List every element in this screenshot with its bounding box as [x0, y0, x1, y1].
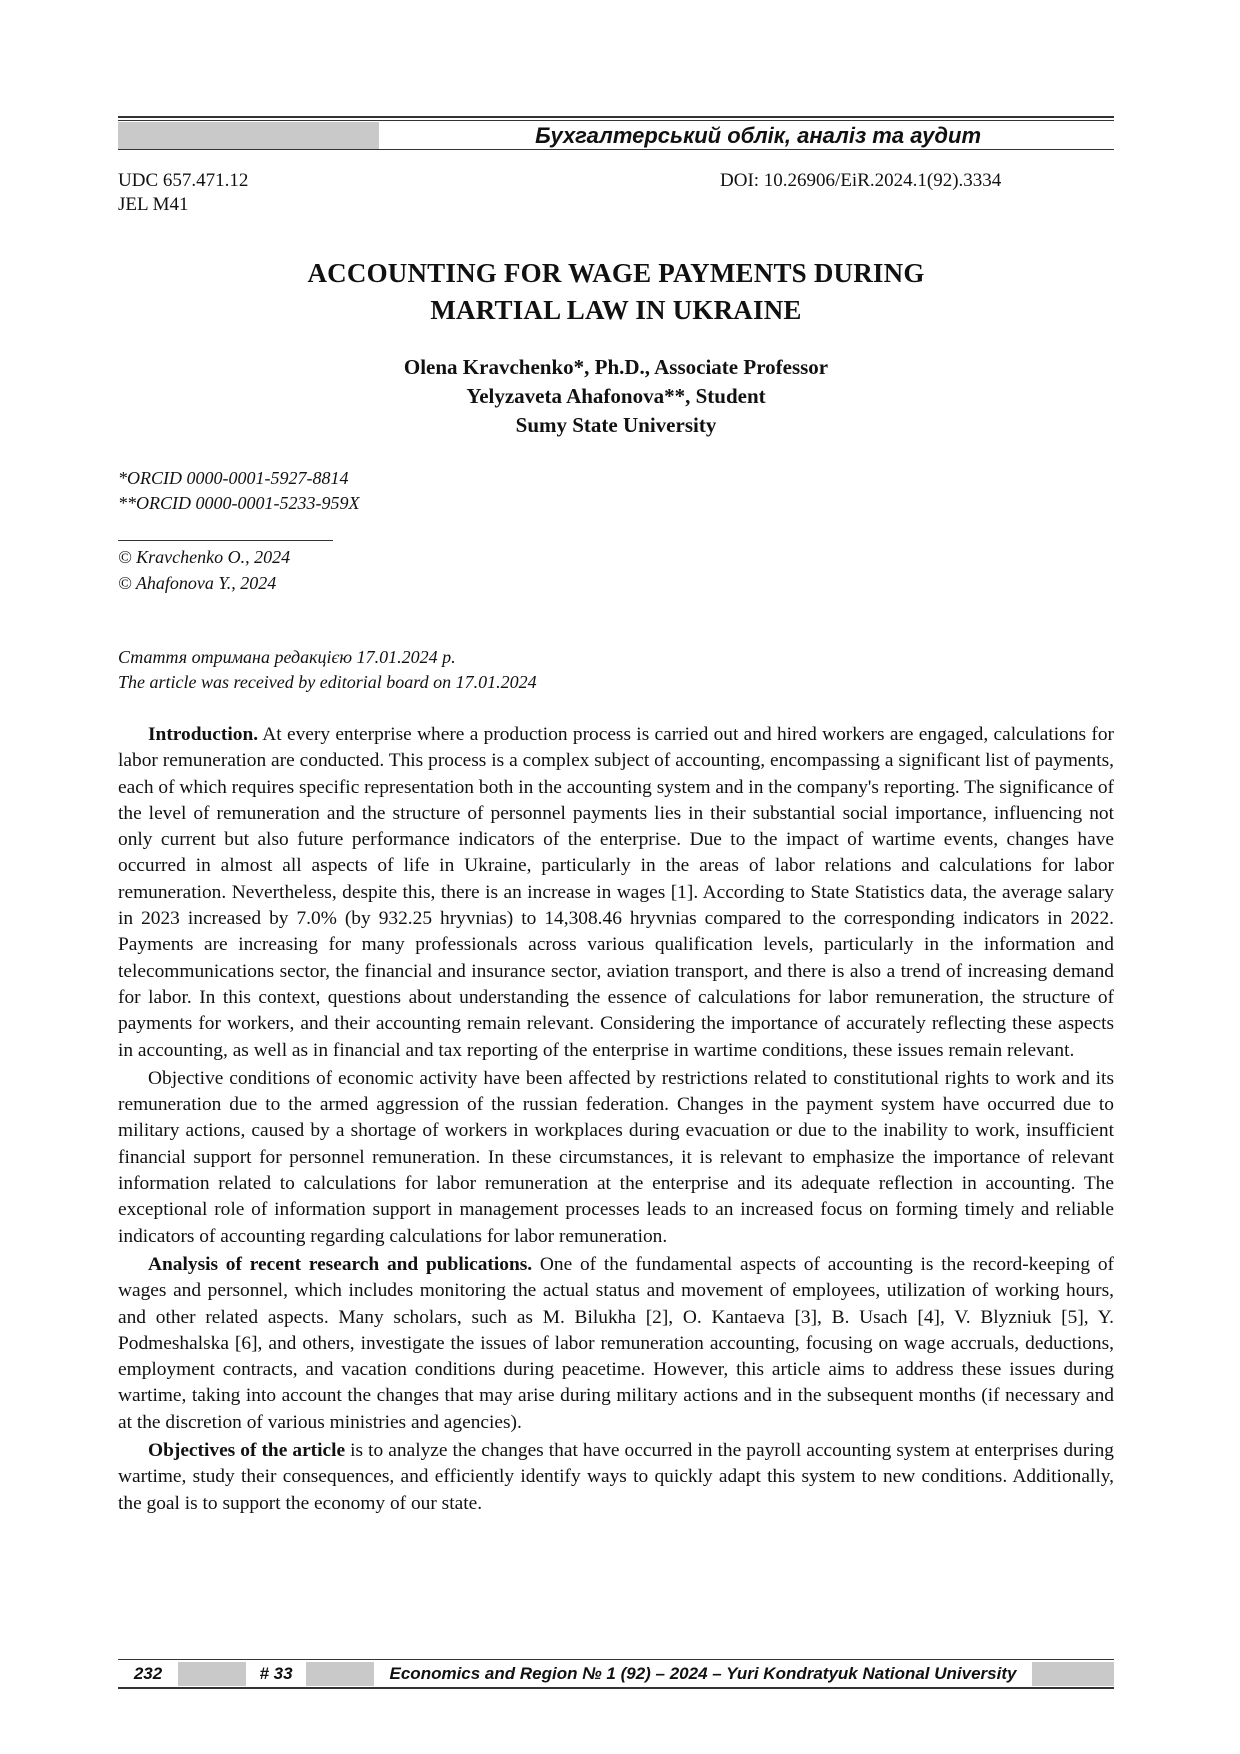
journal-name: Economics and Region № 1 (92) – 2024 – Yuri Kondratyuk National University: [389, 1664, 1017, 1683]
header-gray-block: [118, 122, 379, 149]
paragraph-text: At every enterprise where a production process is carried out and hired workers are engaged, calculations for labor remuneration are conducted. This process is a complex subject of accounting, encompassing a significant list of payments, each of which requires specific representation both in the accounting system and in the company's reporting. The significance of the level of remuneration and the structure of personnel payments lies in their substantial social importance, influencing not only current but also future performance indicators of the enterprise. Due to the impact of wartime events, changes have occurred in almost all aspects of life in Ukraine, particularly in the areas of labor relations and calculations for labor remuneration. Nevertheless, despite this, there is an increase in wages [1]. According to State Statistics data, the average salary in 2023 increased by 7.0% (by 932.25 hryvnias) to 14,308.46 hryvnias compared to the corresponding indicators in 2022. Payments are increasing for many professionals across various qualification levels, particularly in the information and telecommunications sector, the financial and insurance sector, aviation transport, and there is also a trend of increasing demand for labor. In this context, questions about understanding the essence of calculations for labor remuneration, the structure of payments for workers, and their accounting remain relevant. Considering the importance of accurately reflecting these aspects in accounting, as well as in financial and tax reporting of the enterprise in wartime conditions, these issues remain relevant.: [118, 724, 1114, 1061]
paragraph-introduction: [118, 722, 1114, 1064]
author-2: Yelyzaveta Ahafonova**, Student: [466, 384, 766, 408]
udc-code: UDC 657.471.12: [118, 170, 249, 191]
orcid-1[interactable]: *ORCID 0000-0001-5927-8814: [118, 468, 349, 488]
author-1: Olena Kravchenko*, Ph.D., Associate Professor: [403, 355, 829, 379]
footer-gray-block: [306, 1662, 374, 1686]
article-body: [118, 722, 1114, 1519]
paragraph-text: Objective conditions of economic activity have been affected by restrictions related to constitutional rights to work and its remuneration due to the armed aggression of the russian federation. Changes in the payment system have occurred due to military actions, caused by a shortage of workers in workplaces during evacuation or due to the inability to work, insufficient financial support for personnel remuneration. In these circumstances, it is relevant to emphasize the importance of relevant information related to calculations for labor remuneration at the enterprise and its adequate reflection in accounting. The exceptional role of information support in management processes leads to an increased focus on forming timely and reliable indicators of accounting regarding calculations for labor remuneration.: [118, 1067, 1114, 1247]
running-header: [118, 122, 1114, 149]
paragraph-analysis: [118, 1252, 1114, 1436]
page-number: 232: [133, 1664, 163, 1683]
copyright-1: © Kravchenko O., 2024: [118, 547, 291, 567]
header-bottom-rule: [118, 149, 1114, 150]
paragraph-text: is to analyze the changes that have occurred in the payroll accounting system at enterprises during wartime, study their consequences, and efficiently identify ways to quickly adapt this system to new conditions. Additionally, the goal is to support the economy of our state.: [118, 1440, 1114, 1514]
footer-gray-block: [178, 1662, 246, 1686]
article-title: [118, 255, 1114, 329]
paragraph-objectives: [118, 1438, 1114, 1517]
footer-bottom-rule: [118, 1687, 1114, 1689]
author-block: [118, 353, 1114, 440]
section-heading-objectives: Objectives of the article: [148, 1440, 346, 1462]
affiliation: Sumy State University: [515, 413, 717, 437]
received-date-en: The article was received by editorial board on 17.01.2024: [118, 672, 537, 692]
title-line-1: ACCOUNTING FOR WAGE PAYMENTS DURING: [307, 258, 925, 288]
issue-number: # 33: [259, 1664, 293, 1683]
orcid-2[interactable]: **ORCID 0000-0001-5233-959X: [118, 493, 360, 513]
title-line-2: MARTIAL LAW IN UKRAINE: [430, 295, 802, 325]
footer-gray-block: [1032, 1662, 1114, 1686]
journal-section-title: Бухгалтерський облік, аналіз та аудит: [535, 123, 981, 148]
running-footer: [118, 1662, 1114, 1686]
paragraph-text: One of the fundamental aspects of accounting is the record-keeping of wages and personnel, which includes monitoring the actual status and movement of employees, utilization of working hours, and other related aspects. Many scholars, such as M. Bilukha [2], O. Kantaeva [3], B. Usach [4], V. Blyzniuk [5], Y. Podmeshalska [6], and others, investigate the issues of labor remuneration accounting, focusing on wage accruals, deductions, employment contracts, and vacation conditions during peacetime. However, this article aims to address these issues during wartime, taking into account the changes that may arise during military actions and in the subsequent months (if necessary and at the discretion of various ministries and agencies).: [118, 1253, 1114, 1433]
section-heading-analysis: Analysis of recent research and publications.: [148, 1253, 533, 1275]
footnote-divider: [118, 540, 333, 541]
paragraph-objective-conditions: [118, 1066, 1114, 1250]
copyright-2: © Ahafonova Y., 2024: [118, 573, 277, 593]
header-double-rule: [118, 116, 1114, 121]
jel-code: JEL M41: [118, 194, 189, 215]
footer-top-rule: [118, 1659, 1114, 1660]
section-heading-introduction: Introduction.: [148, 724, 259, 745]
received-date-ua: Стаття отримана редакцією 17.01.2024 р.: [118, 647, 456, 667]
doi[interactable]: DOI: 10.26906/EiR.2024.1(92).3334: [720, 170, 1002, 191]
